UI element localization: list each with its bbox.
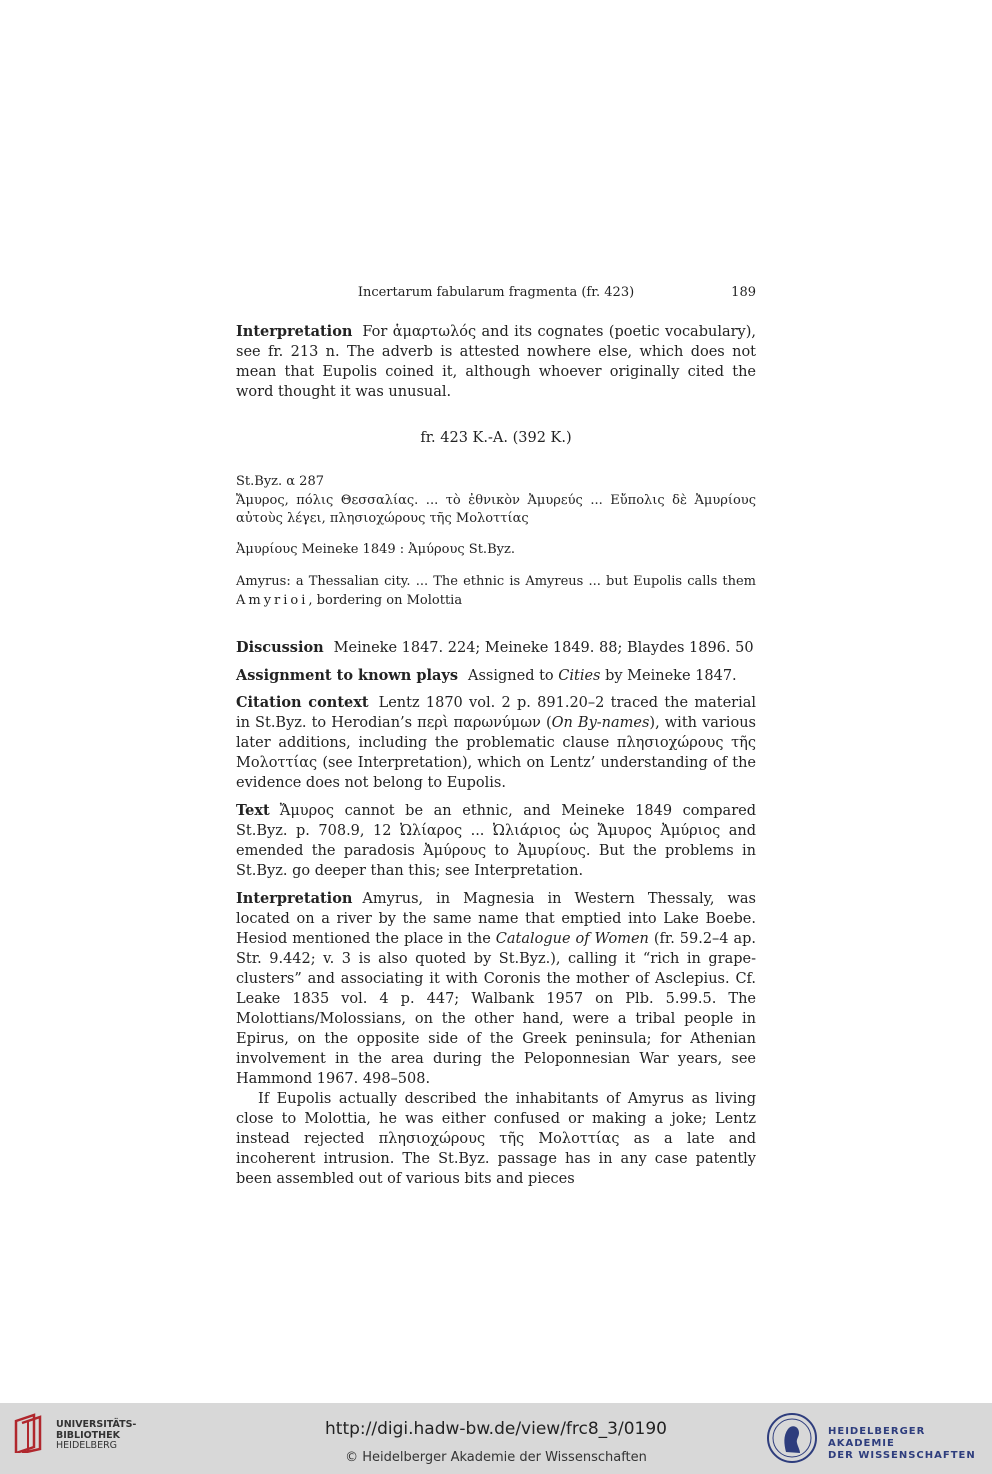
hadw-logo-text — [828, 1426, 986, 1462]
assignment-text-b: by Meineke 1847. — [605, 668, 737, 684]
assignment-heading: Assignment to known plays — [236, 667, 459, 684]
interpretation-text-2b: (fr. 59.2–4 ap. Str. 9.442; v. 3 is also quoted by St.Byz.), calling it “rich in grape-clusters” and associating it with Coronis the mother of Asclepius. Cf. Leake 1835 vol. 4 p. 447; Walbank 1957 on Plb. 5.99.5. The Molottians/Molossians, on the other hand, were a tribal people in Epirus, on the opposite side of the Greek peninsula; for Athenian involvement in the area during the Peloponnesian War years, see Hammond 1967. 498–508. — [236, 931, 757, 1087]
fragment-title — [236, 430, 756, 446]
interpretation-heading-2: Interpretation — [236, 890, 353, 907]
assignment-italic: Cities — [558, 668, 601, 684]
interpretation-text-1: For ἁμαρτωλός and its cognates (poetic vocabulary), see fr. 213 n. The adverb is attested nowhere else, which does not mean that Eupolis coined it, although whoever originally cited the word thought it was unusual. — [236, 324, 756, 400]
hadw-line-1: HEIDELBERGER AKADEMIE — [828, 1426, 926, 1449]
interpretation-italic: Catalogue of Women — [495, 931, 649, 947]
translation-text-b: , bordering on Molottia — [308, 592, 463, 608]
citation-italic: On By-names — [551, 715, 650, 731]
hadw-logo[interactable] — [766, 1412, 986, 1464]
running-head — [236, 285, 756, 303]
page-number: 189 — [731, 285, 756, 300]
translation-text-a: Amyrus: a Thessalian city. ... The ethnic is Amyreus ... but Eupolis calls them — [236, 574, 756, 589]
source-block — [236, 473, 756, 529]
interpretation-paragraph-2: If Eupolis actually described the inhabitants of Amyrus as living close to Molottia, he was either confused or making a joke; Lentz instead rejected πλησιοχώρους τῆς Μολοττίας as a late and incoherent intrusion. The St.Byz. passage has in any case patently been assembled out of various bits and pieces — [236, 1091, 756, 1187]
text-section-body: Ἄμυρος cannot be an ethnic, and Meineke 1849 compared St.Byz. p. 708.9, 12 Ὠλίαρος ... Ὠλιάριος ὡς Ἄμυρος Ἀμύριος and emended the paradosis Ἀμύρους to Ἀμυρίους. But the problems in St.Byz. go deeper than this; see Interpretation. — [236, 803, 756, 879]
citation-section — [236, 693, 756, 793]
ub-line-1: UNIVERSITÄTS- — [56, 1419, 137, 1430]
interpretation-text-2a: Amyrus, in Magnesia in Western Thessaly, was located on a river by the same name that emptied into Lake Boebe. Hesiod mentioned the place in the — [236, 891, 756, 947]
permalink-url[interactable]: http://digi.hadw-bw.de/view/frc8_3/0190 — [325, 1419, 667, 1439]
source-reference: St.Byz. α 287 — [236, 474, 324, 489]
interpretation-section-2 — [236, 889, 756, 1189]
translation-spaced-word: Amyrioi — [236, 592, 309, 608]
citation-text-b: ), with various later additions, including the problematic clause πλησιοχώρους τῆς Μολοττίας (see Interpretation), which on Lentz’ understanding of the evidence does not belong to Eupolis. — [236, 715, 756, 791]
discussion-section — [236, 638, 756, 658]
discussion-text: Meineke 1847. 224; Meineke 1849. 88; Blaydes 1896. 50 — [333, 640, 754, 656]
fragment-alt-number: (392 K.) — [512, 430, 572, 446]
copyright-notice: © Heidelberger Akademie der Wissenschaften — [345, 1450, 647, 1465]
interpretation-heading-1: Interpretation — [236, 323, 353, 340]
apparatus-text: Ἀμυρίους Meineke 1849 : Ἀμύρους St.Byz. — [236, 542, 515, 557]
translation — [236, 573, 756, 610]
footer-bar — [0, 1403, 992, 1474]
assignment-text-a: Assigned to — [468, 668, 554, 684]
fragment-number: fr. 423 K.-A. — [420, 430, 508, 446]
ub-line-3: HEIDELBERG — [56, 1440, 118, 1451]
hadw-seal-icon — [766, 1412, 818, 1464]
hadw-line-2: DER WISSENSCHAFTEN — [828, 1450, 976, 1461]
text-section — [236, 801, 756, 881]
citation-text-a: Lentz 1870 vol. 2 p. 891.20–2 traced the material in St.Byz. to Herodian’s περὶ παρωνύμων ( — [236, 695, 756, 731]
ub-line-2: BIBLIOTHEK — [56, 1429, 120, 1441]
citation-heading: Citation context — [236, 694, 369, 711]
apparatus — [236, 541, 756, 560]
text-heading: Text — [236, 802, 270, 819]
greek-text: Ἄμυρος, πόλις Θεσσαλίας. ... τὸ ἐθνικὸν Ἀμυρεύς ... Εὔπολις δὲ Ἀμυρίους αὐτοὺς λέγει, πλησιοχώρους τῆς Μολοττίας — [236, 492, 756, 526]
interpretation-section-1 — [236, 322, 756, 402]
running-title: Incertarum fabularum fragmenta (fr. 423) — [357, 285, 635, 300]
discussion-heading: Discussion — [236, 639, 324, 656]
assignment-section — [236, 666, 756, 686]
